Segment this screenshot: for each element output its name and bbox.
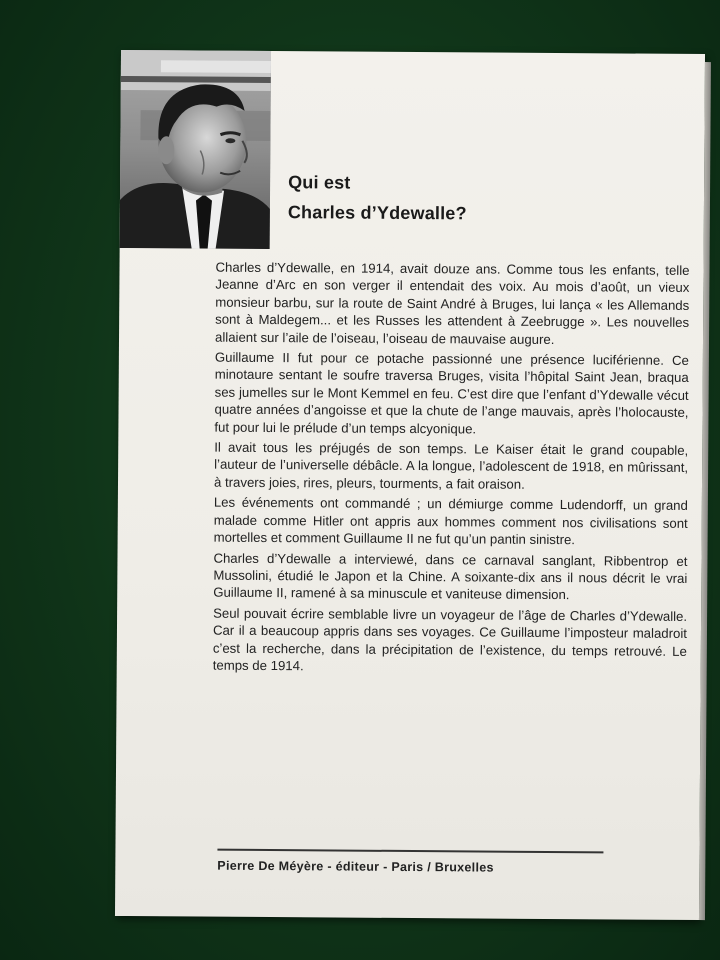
blurb bbox=[213, 259, 690, 681]
heading-line-2: Charles d’Ydewalle? bbox=[287, 202, 467, 224]
paragraph-6: Seul pouvait écrire semblable livre un voyageur de l’âge de Charles d’Ydewalle. Car il a beaucoup appris dans ses voyages. Ce Guillaume l’imposteur maladroit c’est la recherche, dans la précipitation de l’existence, du temps retrouvé. Le temps de 1914. bbox=[212, 605, 688, 674]
paragraph-3: Il avait tous les préjugés de son temps. Le Kaiser était le grand coupable, l’auteur de l’universelle débâcle. A la longue, l’adolescent de 1918, en mûrissant, à travers joies, rires, pleurs, tourments, a fait oraison. bbox=[213, 439, 689, 492]
paragraph-1: Charles d’Ydewalle, en 1914, avait douze ans. Comme tous les enfants, telle Jeanne d’Arc en son verger il entendait des voix. Au mois d’août, un vieux monsieur barbu, sur la route de Saint André à Bruges, lui lança « les Allemands sont à Maldegem... et les Russes les attendent à Zeebrugge ». Les nouvelles allaient sur l’aile de l’oiseau, l’oiseau de mauvaise augure. bbox=[214, 259, 690, 347]
heading-line-1: Qui est bbox=[288, 172, 351, 193]
cover-edge bbox=[699, 62, 711, 920]
footer-divider bbox=[217, 849, 603, 853]
author-portrait-icon bbox=[120, 50, 271, 249]
paragraph-4: Les événements ont commandé ; un démiurge comme Ludendorff, un grand malade comme Hitler ont appris aux hommes comment nos civilisations sont mortelles et comment Guillaume II ne fut qu’un pantin sinistre. bbox=[213, 494, 688, 548]
book-back-cover bbox=[115, 50, 705, 920]
paragraph-2: Guillaume II fut pour ce potache passionné une présence luciférienne. Ce minotaure sentant le soufre traversa Bruges, visita l’hôpital Saint Jean, braqua ses jumelles sur le Mont Kemmel en feu. C’est dire que l’enfant d’Ydewalle vécut quatre années d’angoisse et que la chute de l’ange mauvais, après l’holocauste, fut pour lui le prélude d’un temps alcyonique. bbox=[214, 349, 689, 437]
paragraph-5: Charles d’Ydewalle a interviewé, dans ce carnaval sanglant, Ribbentrop et Mussolini, étudié le Japon et la Chine. A soixante-dix ans il nous décrit le vrai Guillaume II, ramené à sa minuscule et vaniteuse dimension. bbox=[213, 550, 688, 603]
author-portrait bbox=[120, 50, 271, 249]
publisher-line: Pierre De Méyère - éditeur - Paris / Bruxelles bbox=[217, 858, 494, 875]
heading bbox=[288, 167, 467, 228]
